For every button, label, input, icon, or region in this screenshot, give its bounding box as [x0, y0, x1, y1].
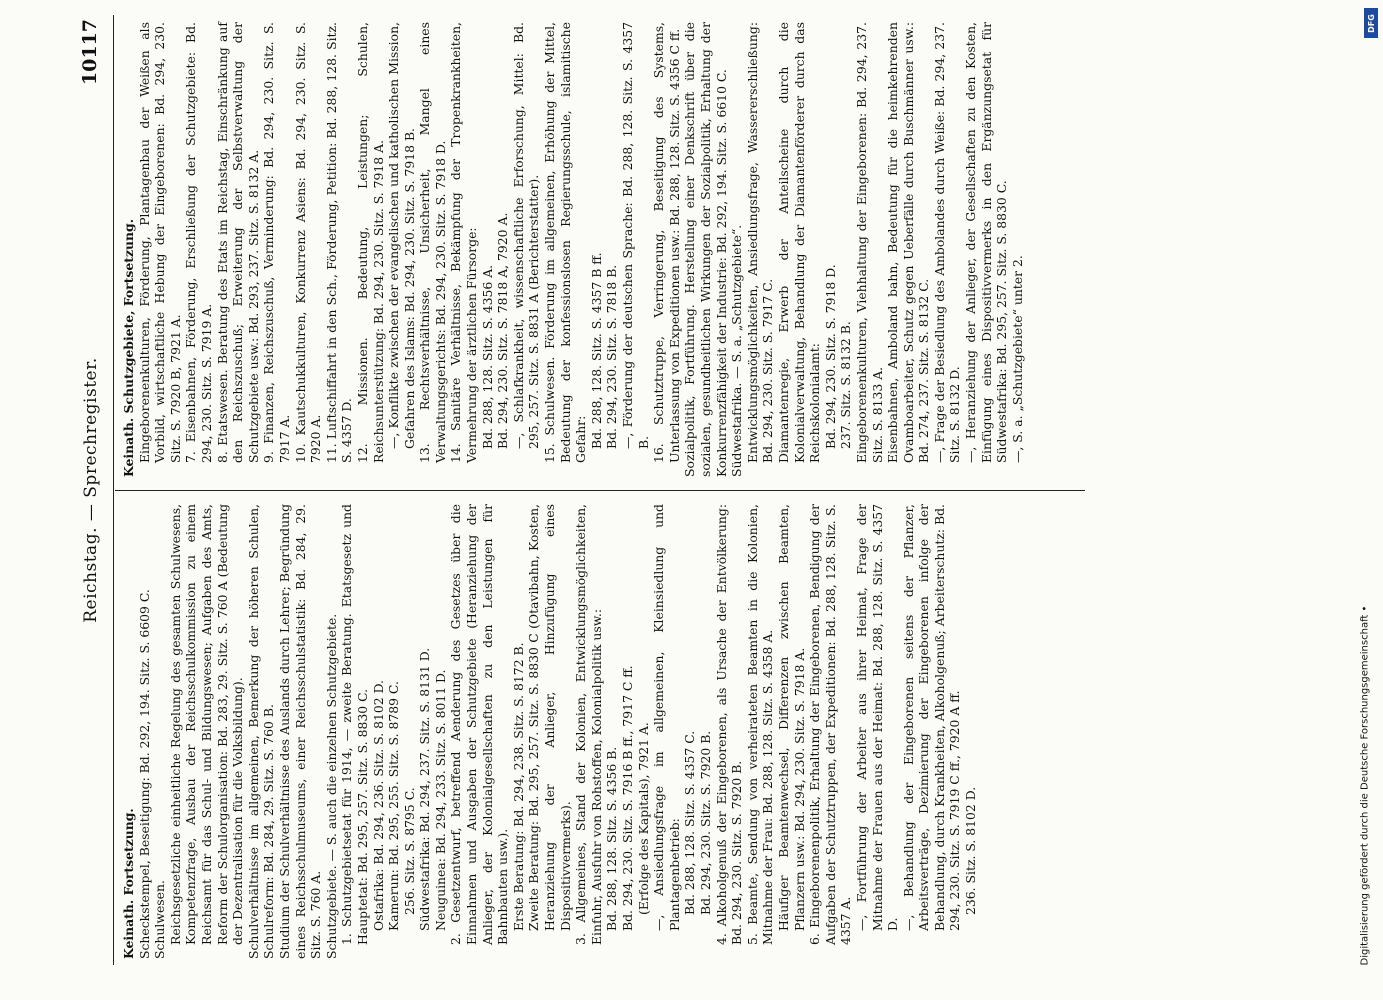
register-entry: 16. Schutztruppe, Verringerung, Beseitigung des Systems, Unterlassung von Expeditionen usw.: Bd. 288, 128. Sitz. S. 4356 C ff.	[651, 22, 682, 463]
register-entry: Bd. 288, 128. Sitz. S. 4357 C.	[682, 730, 698, 915]
register-entry: Ostafrika: Bd. 294, 236. Sitz. S. 8102 D.	[370, 680, 386, 931]
rotated-register-page	[75, 15, 1375, 965]
register-entry: Schulverhältnisse im allgemeinen, Bemerkung der höheren Schulen, Schulreform: Bd. 284, 29. Sitz. S. 760 B.	[245, 504, 277, 959]
register-entry: Studium der Schulverhältnisse des Auslands durch Lehrer; Begründung eines Reichsschulmuseums, einer Reichsschulstatistik: Bd. 284, 29. Sitz. S. 760 A.	[276, 504, 324, 959]
register-entry: Bd. 288, 128. Sitz. S. 4357 B ff.	[588, 252, 604, 449]
column-divider	[115, 490, 1085, 491]
register-entry: Reichsgesetzliche einheitliche Regelung des gesamten Schulwesens, Kompetenzfrage, Ausbau der Reichsschulkommission zu einem Reichsamt für das Schul- und Bildungswesen; Aufgaben des Amts, Reform der Schulorganisation: Bd. 283, 29. Sitz. S. 760 A (Bedeutung der Dezentralisation für die Volksbildung).	[167, 504, 246, 945]
register-entry: 6. Eingeborenenpolitik, Erhaltung der Eingeborenen, Bendigung der Aufgaben der Schutztruppen, der Expeditionen: Bd. 288, 128. Sitz. S. 4357 A.	[807, 504, 854, 945]
dfg-logo-text: DFG	[1366, 13, 1376, 33]
register-entry: Bd. 294, 230. Sitz. S. 7918 D.	[822, 264, 838, 449]
register-entry: Bd. 288, 128. Sitz. S. 4356 B.	[604, 746, 620, 931]
register-entry: Bd. 288, 128. Sitz. S. 4356 A.	[479, 264, 495, 449]
register-entry: Diamantenregie, Erwerb der Anteilscheine durch die Kolonialverwaltung, Behandlung der Diamantenförderer durch das Reichskolonialamt:	[775, 22, 823, 463]
register-entry: Bd. 294, 230. Sitz. S. 7916 B ff., 7917 C ff.	[620, 665, 635, 931]
register-entry: 14. Sanitäre Verhältnisse, Bekämpfung der Tropenkrankheiten, Vermehrung der ärztlichen Fürsorge:	[448, 22, 480, 463]
register-entry: 5. Beamte, Sendung von verheirateten Beamten in die Kolonien, Mitnahme der Frau: Bd. 288, 128. Sitz. S. 4358 A.	[744, 504, 776, 945]
register-entry: —, Fortführung der Arbeiter aus ihrer Heimat, Frage der Mitnahme der Frauen aus der Heimat: Bd. 288, 128. Sitz. S. 4357 D.	[853, 504, 901, 931]
register-entry: 1. Schutzgebietsetat für 1914, — zweite Beratung. Etatsgesetz und Hauptetat: Bd. 295, 257. Sitz. S. 8830 C.	[339, 504, 370, 945]
register-entry: Südwestafrika: Bd. 294, 237. Sitz. S. 8131 D.	[417, 647, 433, 931]
register-entry: 8. Etatswesen. Beratung des Etats im Reichstag, Einschränkung auf den Reichszuschuß; Erweiterung der Selbstverwaltung der Schutzgebiete usw.: Bd. 293, 237. Sitz. S. 8132 A.	[214, 22, 261, 463]
register-entry: Eingeborenenkulturen, Förderung, Plantagenbau der Weißen als Vorbild, wirtschaftliche Hebung der Eingeborenen: Bd. 294, 230. Sitz. S. 7920 B, 7921 A.	[136, 22, 183, 463]
register-entry: —, Schlafkrankheit, wissenschaftliche Erforschung, Mittel: Bd. 295, 257. Sitz. S. 8831 A (Berichterstatter).	[510, 22, 542, 449]
register-entry: 13. Rechtsverhältnisse, Unsicherheit, Mangel eines Verwaltungsgerichts: Bd. 294, 230. Sitz. S. 7918 D.	[417, 22, 448, 463]
register-entry: Erste Beratung: Bd. 294, 238. Sitz. S. 8172 B.	[510, 642, 526, 931]
register-entry: (Erfolge des Kapitals), 7921 A.	[635, 722, 651, 915]
register-entry: —, Konflikte zwischen der evangelischen und katholischen Mission, Gefahren des Islams: Bd. 294, 230. Sitz. S. 7918 B.	[386, 22, 417, 449]
dfg-logo	[1364, 8, 1378, 38]
register-entry: —, Förderung der deutschen Sprache: Bd. 288, 128. Sitz. S. 4357 B.	[620, 22, 651, 449]
register-entry: Neuguinea: Bd. 294, 233. Sitz. S. 8011 D.	[432, 669, 448, 931]
side-note-strip	[1355, 20, 1375, 990]
register-entry: 3. Allgemeines, Stand der Kolonien, Entwicklungsmöglichkeiten, Einfuhr, Ausfuhr von Rohstoffen, Kolonialpolitik usw.:	[573, 504, 604, 945]
register-entry: 11. Luftschiffahrt in den Sch., Förderung, Petition: Bd. 288, 128. Sitz. S. 4357 D.	[323, 22, 355, 463]
register-entry: Bd. 294, 230. Sitz. S. 7920 B.	[697, 730, 713, 915]
register-entry: 256. Sitz. S. 8795 C.	[401, 787, 417, 915]
header-rule	[113, 15, 114, 965]
register-entry: Südwestafrika. — S. a. „Schutzgebiete“.	[729, 224, 745, 477]
register-entry: Eingeborenenkulturen, Viehhaltung der Eingeborenen: Bd. 294, 237. Sitz. S. 8133 A.	[853, 22, 885, 463]
register-entry: Eisenbahnen, Amboland bahn, Bedeutung für die heimkehrenden Ovamboarbeiter, Schutz gegen Ueberfälle durch Buschmänner usw.: Bd. 274, 237. Sitz. S. 8132 C.	[885, 22, 932, 463]
register-entry: 2. Gesetzentwurf, betreffend Aenderung des Gesetzes über die Einnahmen und Ausgaben der Schutzgebiete (Heranziehung der Anlieger, der Kolonialgesellschaften zu den Leistungen für Bahnbauten usw.).	[448, 504, 511, 945]
register-entry: Bd. 294, 230. Sitz. S. 7818 B.	[604, 264, 620, 449]
page-title: Reichstag. — Sprechregister.	[81, 357, 101, 623]
register-entry: Keinath. Fortsetzung.	[121, 808, 136, 959]
register-entry: Häufiger Beamtenwechsel, Differenzen zwischen Beamten, Pflanzern usw.: Bd. 294, 230. Sitz. S. 7918 A.	[775, 504, 807, 931]
register-entry: 237. Sitz. S. 8132 B.	[838, 321, 854, 449]
left-column	[121, 504, 979, 959]
register-entry: Schutzgebiete. — S. auch die einzelnen Schutzgebiete.	[323, 613, 339, 959]
register-entry: —, Ansiedlungsfrage im allgemeinen, Kleinsiedlung und Plantagenbetrieb:	[651, 504, 682, 931]
register-entry: 236. Sitz. S. 8102 D.	[963, 786, 979, 915]
register-entry: Kamerun: Bd. 295, 255. Sitz. S. 8789 C.	[386, 681, 402, 931]
page-number: 10117	[79, 19, 101, 86]
register-entry: 9. Finanzen, Reichszuschuß, Verminderung: Bd. 294, 230. Sitz. S. 7917 A.	[261, 22, 292, 463]
register-entry: 7. Eisenbahnen, Förderung, Erschließung der Schutzgebiete: Bd. 294, 230. Sitz. S. 7919 A.	[183, 22, 214, 463]
right-column	[121, 22, 1025, 477]
register-entry: Sozialpolitik, Fortführung. Herstellung einer Denkschrift über die sozialen, gesundheitlichen Wirkungen der Sozialpolitik, Erhaltung der Konkurrenzfähigkeit der Industrie: Bd. 292, 194. Sitz. S. 6610 C.	[682, 22, 729, 477]
register-entry: 10. Kautschukkulturen, Konkurrenz Asiens: Bd. 294, 230. Sitz. S. 7920 A.	[292, 22, 324, 463]
register-entry: Bd. 294, 230. Sitz. S. 7818 A, 7920 A.	[495, 212, 511, 449]
register-entry: 12. Missionen. Bedeutung, Leistungen; Schulen, Reichsunterstützung: Bd. 294, 230. Sitz. S. 7918 A.	[354, 22, 386, 463]
register-entry: Zweite Beratung: Bd. 295, 257. Sitz. S. 8830 C (Otavibahn, Kosten, Heranziehung der Anlieger, Hinzufügung eines Dispositivvermerks).	[526, 504, 573, 931]
register-entry: —, Heranziehung der Anlieger, der Gesellschaften zu den Kosten, Einfügung eines Dispositivvermerks in den Ergänzungsetat für Südwestafrika: Bd. 295, 257. Sitz. S. 8830 C.	[963, 22, 1010, 463]
register-entry: —, Frage der Besiedlung des Ambolandes durch Weiße: Bd. 294, 237. Sitz. S. 8132 D.	[931, 22, 963, 463]
register-entry: —, Behandlung der Eingeborenen seitens der Pflanzer, Arbeitsverträge, Dezimierung der Eingeborenen infolge der Behandlung, durch Krankheiten, Alkoholgenuß; Arbeiterschutz: Bd. 294, 230. Sitz. S. 7919 C ff., 7920 A ff.	[900, 504, 963, 931]
register-entry: Schulwesen.	[152, 880, 168, 959]
register-entry: —, S. a. „Schutzgebiete“ unter 2.	[1009, 255, 1025, 463]
register-entry: 15. Schulwesen. Förderung im allgemeinen, Erhöhung der Mittel, Bedeutung der konfessionslosen Regierungsschule, islamitische Gefahr:	[542, 22, 589, 463]
register-entry: Entwicklungsmöglichkeiten, Ansiedlungsfrage, Wassererschließung: Bd. 294, 230. Sitz. S. 7917 C.	[744, 22, 776, 463]
digitization-note: Digitalisierung gefördert durch die Deutsche Forschungsgemeinschaft •	[1359, 605, 1371, 966]
register-entry: Keinath. Schutzgebiete, Fortsetzung.	[121, 218, 136, 477]
register-entry: Scheckstempel, Beseitigung: Bd. 292, 194. Sitz. S. 6609 C.	[136, 589, 152, 959]
register-entry: 4. Alkoholgenuß der Eingeborenen, als Ursache der Entvölkerung: Bd. 294, 230. Sitz. S. 7920 B.	[713, 504, 745, 945]
page-header	[75, 15, 111, 965]
